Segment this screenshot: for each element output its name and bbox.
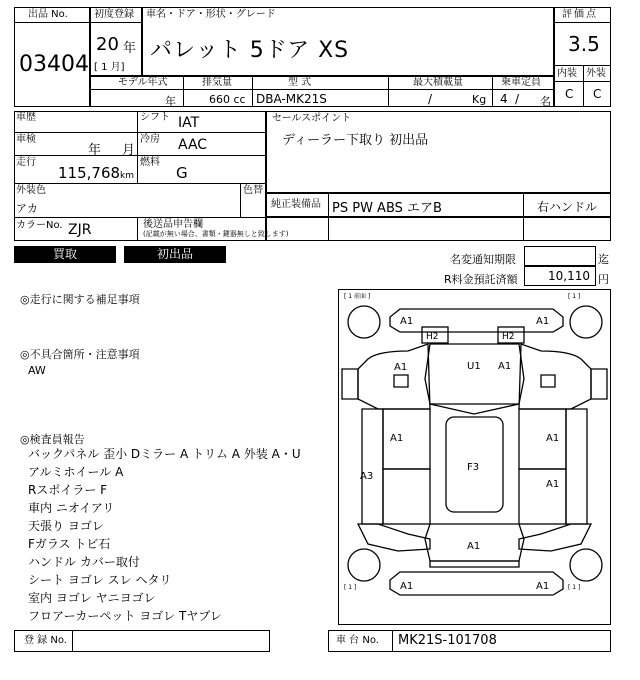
sales-point-label: セールスポイント bbox=[272, 113, 352, 124]
exterior-label: 外装 bbox=[586, 68, 606, 79]
capacity-label: 乗車定員 bbox=[501, 77, 541, 88]
registration-month: [ 1 月] bbox=[94, 62, 125, 73]
corner-bl: [ 1 ] bbox=[344, 584, 357, 591]
outer-color-label: 外装色 bbox=[16, 185, 46, 196]
later-docs-label: 後送品申告欄 bbox=[143, 219, 203, 230]
interior-grade: C bbox=[565, 87, 574, 101]
notice-unit: 迄 bbox=[598, 253, 609, 266]
max-load-unit: Kg bbox=[472, 93, 487, 106]
driving-notes-title: ◎走行に関する補足事項 bbox=[20, 293, 140, 306]
mileage-unit: km bbox=[120, 171, 134, 181]
car-name: パレット 5ドア XS bbox=[150, 38, 350, 63]
later-docs-note: (記載が無い場合、書類・鍵器無しと致します) bbox=[143, 230, 289, 238]
notice-input bbox=[524, 246, 596, 266]
inspection-label: 車検 bbox=[16, 134, 36, 145]
report-line: 天張り ヨゴレ bbox=[28, 519, 104, 533]
type-label: 型 式 bbox=[288, 77, 312, 88]
report-line: 車内 ニオイアリ bbox=[28, 501, 115, 515]
code-hood: U1 bbox=[467, 361, 481, 372]
registration-no-label: 登 録 No. bbox=[24, 635, 67, 646]
defects-title: ◎不具合箇所・注意事項 bbox=[20, 348, 140, 361]
shift: IAT bbox=[178, 115, 200, 131]
equipment-label: 純正装備品 bbox=[271, 199, 321, 210]
lot-number-label: 出品 No. bbox=[28, 9, 68, 20]
type: DBA-MK21S bbox=[256, 92, 327, 106]
code-headlight-right: H2 bbox=[502, 332, 515, 342]
notice-label: 名変通知期限 bbox=[450, 253, 516, 266]
buy-badge: 買取 bbox=[14, 246, 116, 263]
defects-value: AW bbox=[28, 364, 46, 377]
report-line: ハンドル カバー取付 bbox=[28, 555, 140, 569]
displacement: 660 cc bbox=[209, 93, 246, 106]
corner-tr: [ 1 ] bbox=[568, 293, 581, 300]
equipment: PS PW ABS エアB bbox=[332, 201, 442, 216]
registration-year-unit: 年 bbox=[123, 41, 137, 56]
code-rear-bumper-right: A1 bbox=[536, 581, 550, 592]
ac-label: 冷房 bbox=[140, 134, 160, 145]
corner-tl: [ 1 前面 ] bbox=[344, 293, 371, 300]
inspection-month: 月 bbox=[122, 143, 136, 158]
mileage-label: 走行 bbox=[16, 157, 36, 168]
recycle-unit: 円 bbox=[598, 273, 609, 286]
color-no: ZJR bbox=[68, 222, 92, 238]
code-front-bumper-left: A1 bbox=[400, 316, 414, 327]
model-year-unit: 年 bbox=[165, 95, 176, 108]
code-rear-door-right: A1 bbox=[546, 479, 560, 490]
capacity-unit: 名 bbox=[540, 95, 551, 108]
displacement-label: 排気量 bbox=[202, 77, 232, 88]
report-line: バックパネル 歪小 Dミラー A トリム A 外装 A・U bbox=[28, 447, 301, 461]
ac: AAC bbox=[178, 137, 208, 153]
report-line: アルミホイール A bbox=[28, 465, 124, 479]
car-name-label: 車名・ドア・形状・グレード bbox=[146, 9, 276, 20]
fuel: G bbox=[176, 164, 188, 182]
shift-label: シフト bbox=[140, 112, 170, 123]
sales-point: ディーラー下取り 初出品 bbox=[282, 133, 429, 148]
registration-year: 20 bbox=[96, 34, 119, 55]
inspection-year: 年 bbox=[88, 143, 102, 158]
repaint-label: 色替 bbox=[243, 185, 263, 196]
capacity-sep: / bbox=[515, 92, 520, 106]
history-label: 車歴 bbox=[16, 112, 36, 123]
chassis-no-label: 車 台 No. bbox=[336, 635, 379, 646]
code-front-door-right: A1 bbox=[546, 433, 560, 444]
first-registration-label: 初度登録 bbox=[94, 9, 134, 20]
steering: 右ハンドル bbox=[537, 200, 598, 214]
exterior-grade: C bbox=[593, 87, 602, 101]
max-load-sep: / bbox=[428, 92, 433, 106]
recycle-value: 10,110 bbox=[548, 269, 590, 283]
outer-color: アカ bbox=[16, 202, 38, 215]
inspector-report-title: ◎検査員報告 bbox=[20, 433, 85, 446]
lot-number: 03404 bbox=[19, 52, 89, 77]
score-label: 評価点 bbox=[562, 9, 598, 20]
corner-br: [ 1 ] bbox=[568, 584, 581, 591]
code-headlight-left: H2 bbox=[426, 332, 439, 342]
chassis-no: MK21S-101708 bbox=[398, 633, 497, 648]
code-front-fender-left: A1 bbox=[394, 362, 408, 373]
color-no-label: カラーNo. bbox=[16, 220, 63, 231]
recycle-label: R料金預託済額 bbox=[444, 273, 518, 286]
report-line: Fガラス トビ石 bbox=[28, 537, 111, 551]
code-rear-door-left: A3 bbox=[360, 471, 374, 482]
code-front-bumper-right: A1 bbox=[536, 316, 550, 327]
fuel-label: 燃料 bbox=[140, 157, 160, 168]
report-line: 室内 ヨゴレ ヤニヨゴレ bbox=[28, 591, 156, 605]
report-line: Rスポイラー F bbox=[28, 483, 108, 497]
report-line: フロアーカーペット ヨゴレ Tヤブレ bbox=[28, 609, 222, 623]
first-listing-badge: 初出品 bbox=[124, 246, 226, 263]
score: 3.5 bbox=[568, 32, 600, 56]
max-load-label: 最大積載量 bbox=[413, 77, 463, 88]
model-year-label: モデル年式 bbox=[118, 77, 168, 88]
capacity: 4 bbox=[500, 92, 508, 106]
report-line: シート ヨゴレ スレ ヘタリ bbox=[28, 573, 172, 587]
code-rear-hatch: A1 bbox=[467, 541, 481, 552]
code-roof: F3 bbox=[467, 462, 480, 473]
code-rear-bumper-left: A1 bbox=[400, 581, 414, 592]
mileage: 115,768 bbox=[58, 164, 121, 182]
code-hood-2: A1 bbox=[498, 361, 512, 372]
damage-diagram bbox=[338, 289, 611, 625]
interior-label: 内装 bbox=[557, 68, 577, 79]
later-docs-box bbox=[266, 217, 611, 241]
code-front-door-left: A1 bbox=[390, 433, 404, 444]
